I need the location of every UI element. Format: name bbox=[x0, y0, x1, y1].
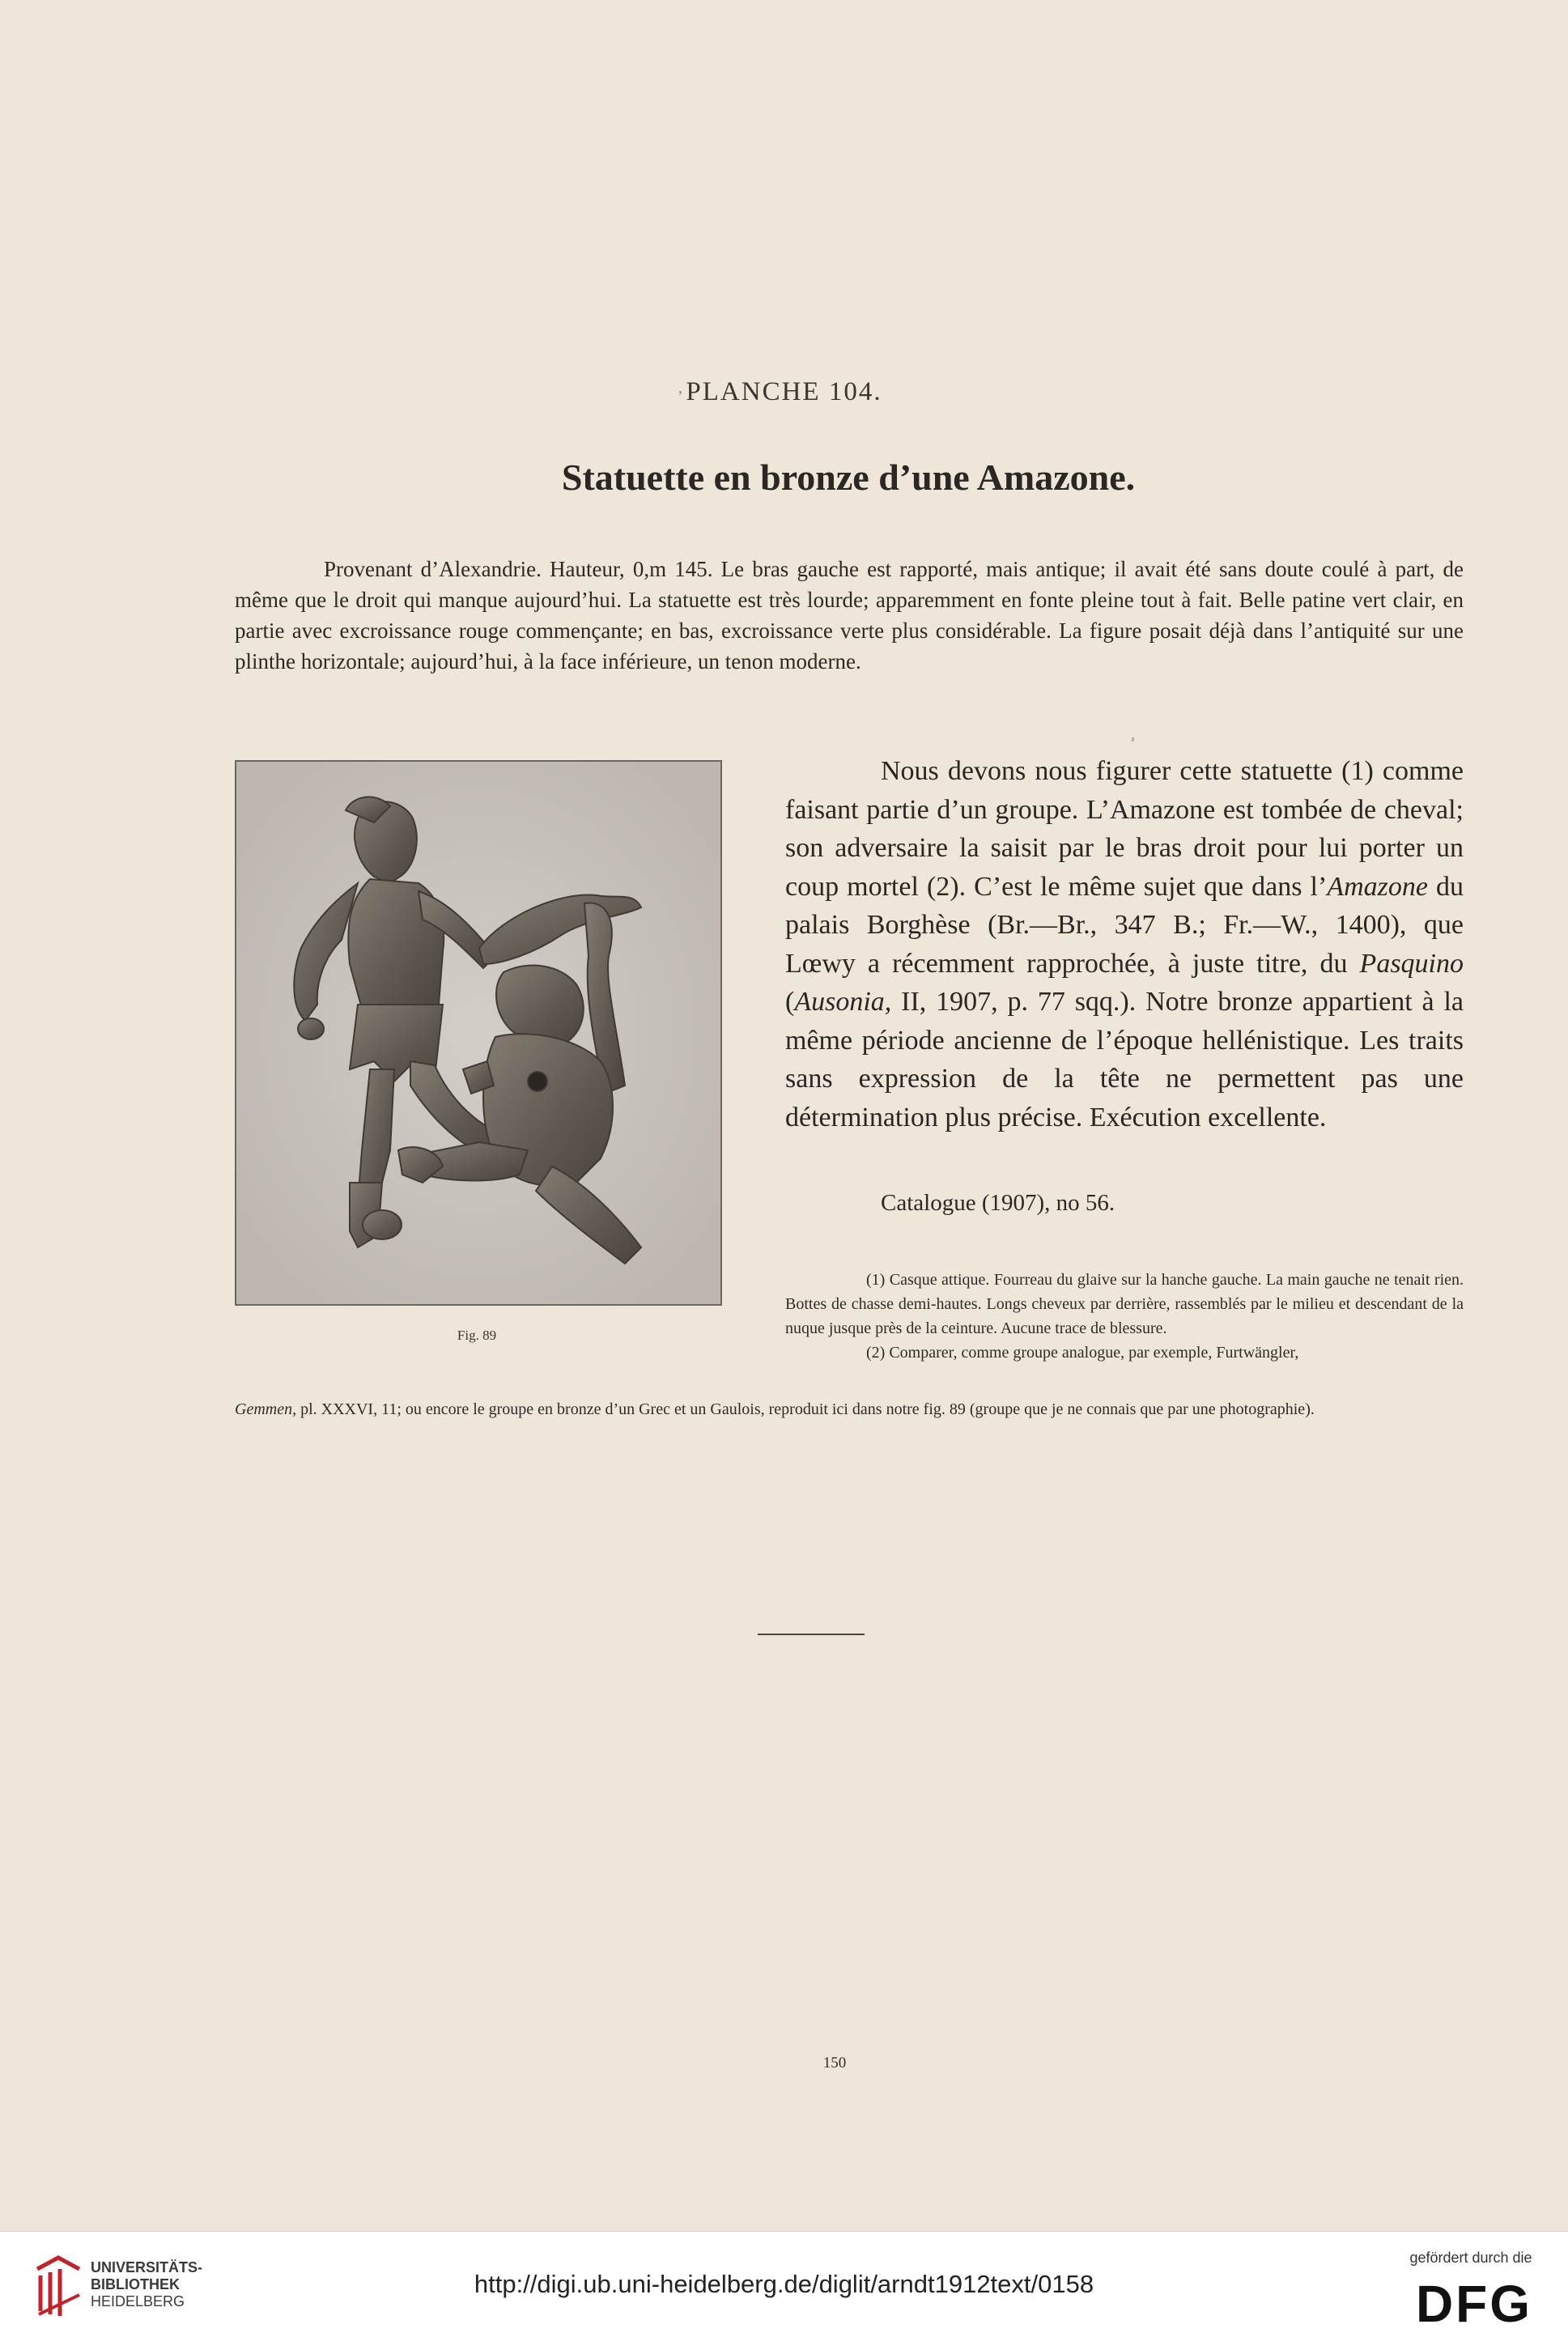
stray-dot bbox=[1132, 737, 1134, 741]
library-line-3: HEIDELBERG bbox=[91, 2293, 185, 2309]
page-title: Statuette en bronze d’une Amazone. bbox=[561, 457, 1136, 498]
library-line-2: BIBLIOTHEK bbox=[91, 2276, 180, 2292]
body-text-3: ( bbox=[785, 987, 795, 1017]
intro-paragraph bbox=[235, 554, 1464, 677]
footnote-2-rest: pl. XXXVI, 11; ou encore le groupe en bronze d’un Grec et un Gaulois, reproduit ici dans notre fig. 89 (groupe que je ne connais que par une photographie). bbox=[296, 1400, 1315, 1418]
footnotes bbox=[785, 1268, 1464, 1365]
body-text-2: du palais Borghèse (Br.—Br., 347 B.; Fr.—W., 1400), que Lœwy a récemment rapprochée, à juste titre, du bbox=[785, 871, 1464, 979]
intro-text: Provenant d’Alexandrie. Hauteur, 0,m 145. Le bras gauche est rapporté, mais antique; il avait été sans doute coulé à part, de même que le droit qui manque aujourd’hui. La statuette est très lourde; apparemment en fonte pleine tout à fait. Belle patine vert clair, en partie avec excroissance rouge commençante; en bas, excroissance verte plus considérable. La figure posait déjà dans l’antiquité sur une plinthe horizontale; aujourd’hui, à la face inférieure, un tenon moderne. bbox=[235, 557, 1464, 673]
figure-caption: Fig. 89 bbox=[457, 1328, 497, 1343]
page-number: 150 bbox=[822, 2054, 847, 2071]
body-text-1: Nous devons nous figurer cette statuette (1) comme faisant partie d’un groupe. L’Amazone est tombée de cheval; son adversaire la saisit par le bras droit pour lui porter un coup mortel (2). C’est le même sujet que dans l’ bbox=[785, 756, 1464, 902]
catalogue-reference: Catalogue (1907), no 56. bbox=[881, 1190, 1115, 1216]
funded-by-label: gefördert durch die bbox=[1409, 2250, 1532, 2266]
bronze-group-image bbox=[236, 762, 720, 1304]
body-italic-ausonia: Ausonia, bbox=[794, 987, 892, 1017]
body-italic-amazone: Amazone bbox=[1327, 871, 1428, 902]
body-text-4: II, 1907, p. 77 sqq.). Notre bronze appartient à la même période ancienne de l’époque hellénistique. Les traits sans expression de la tête ne permettent pas une détermination plus précise. Exécution excellente. bbox=[785, 987, 1464, 1132]
library-line-1: UNIVERSITÄTS- bbox=[91, 2259, 203, 2275]
dfg-logo-icon[interactable]: DFG bbox=[1415, 2275, 1533, 2333]
body-italic-pasquino: Pasquino bbox=[1359, 948, 1464, 979]
footnote-italic-gemmen: Gemmen, bbox=[235, 1400, 297, 1418]
permalink-url[interactable]: http://digi.ub.uni-heidelberg.de/diglit/arndt1912text/0158 bbox=[474, 2270, 1094, 2298]
footnote-2: (2) Comparer, comme groupe analogue, par exemple, Furtwängler, bbox=[866, 1344, 1299, 1362]
footnote-1: (1) Casque attique. Fourreau du glaive sur la hanche gauche. La main gauche ne tenait rien. Bottes de chasse demi-hautes. Longs cheveux par derrière, rassemblés par le milieu et descendant de la nuque jusque près de la ceinture. Aucune trace de blessure. bbox=[785, 1271, 1464, 1337]
plate-number bbox=[0, 377, 1568, 407]
stray-mark: , bbox=[678, 379, 684, 397]
main-paragraph bbox=[785, 752, 1464, 1137]
figure-89-photo bbox=[235, 760, 722, 1306]
viewer-footer bbox=[0, 2231, 1568, 2337]
plate-label: PLANCHE 104. bbox=[686, 377, 882, 406]
footnote-2-continuation bbox=[235, 1397, 1464, 1421]
section-divider bbox=[758, 1634, 865, 1635]
